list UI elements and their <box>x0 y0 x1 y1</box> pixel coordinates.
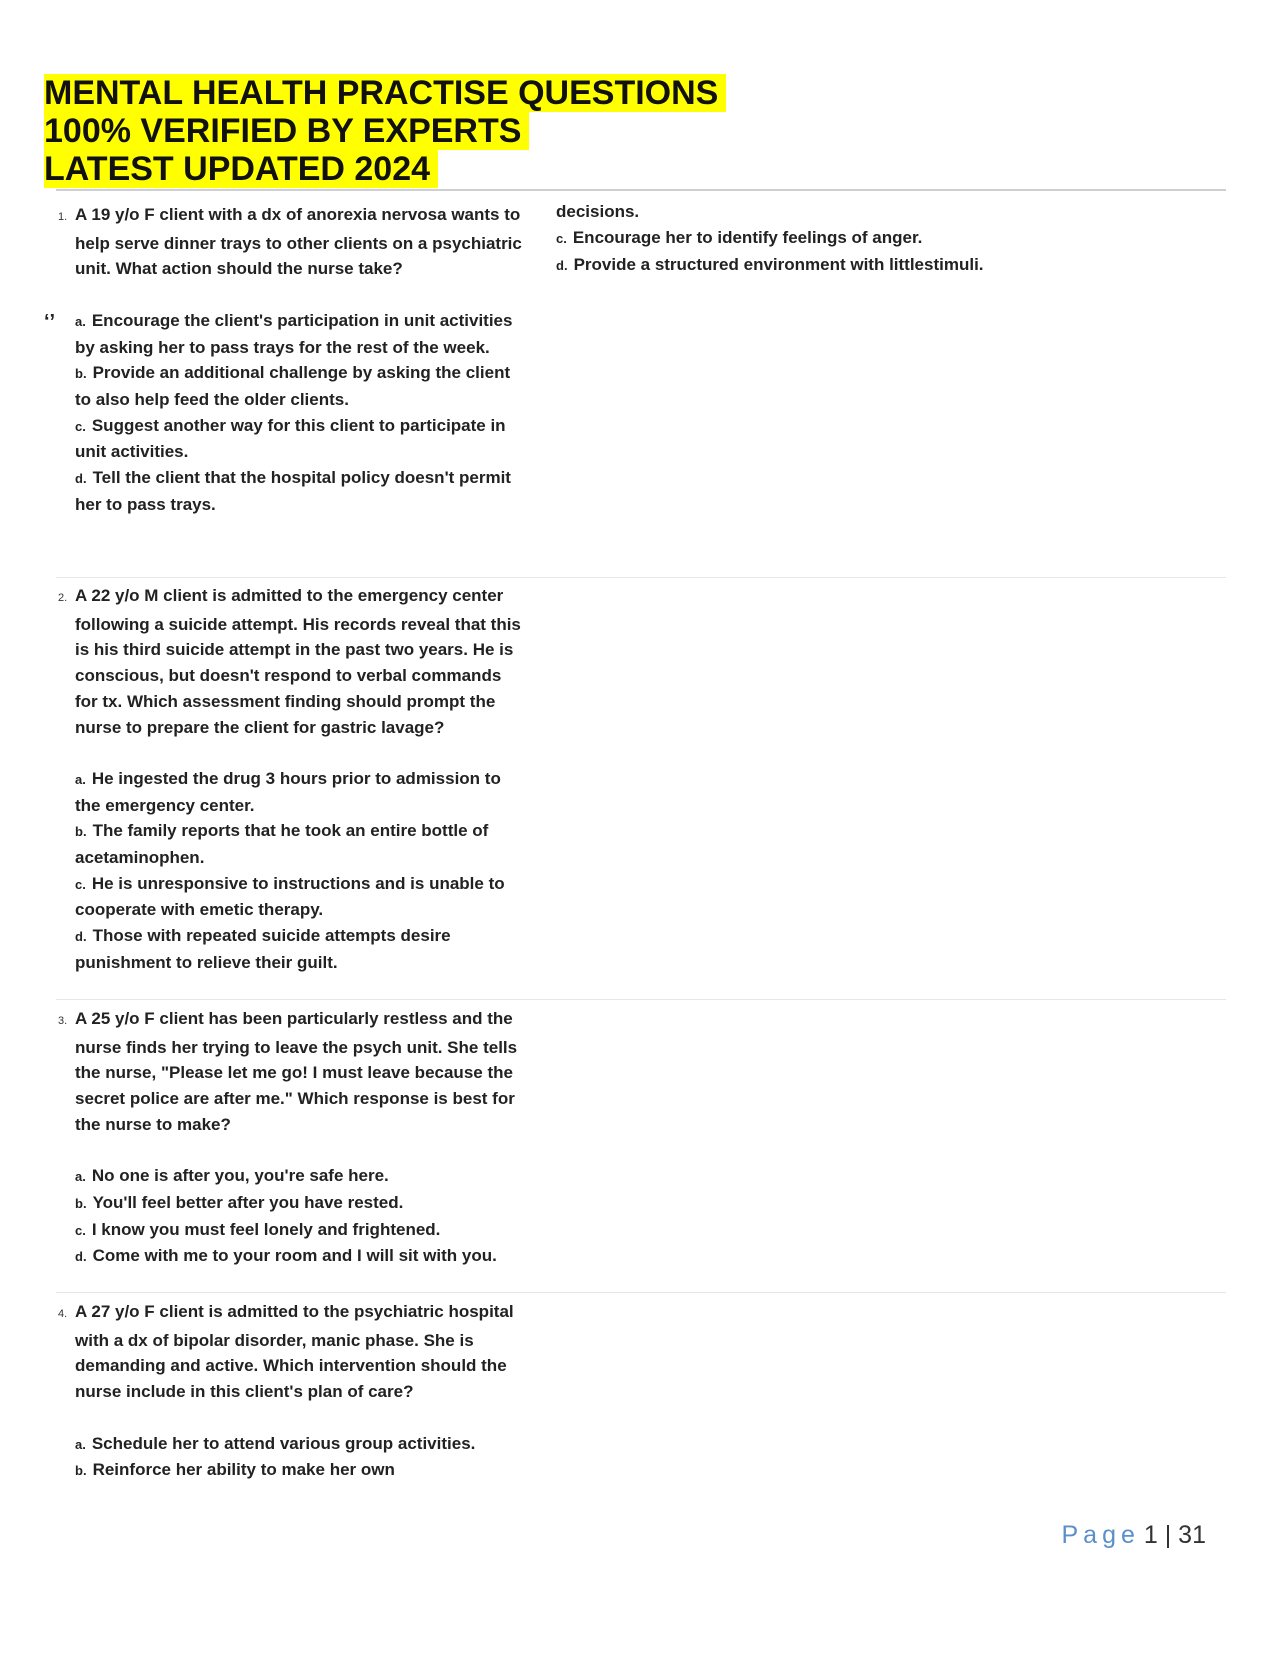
option-letter: c. <box>556 231 567 246</box>
option-text: He is unresponsive to instructions and is unable to cooperate with emetic therapy. <box>75 873 505 920</box>
answer-option-c <box>58 1217 523 1244</box>
question-stem <box>58 202 523 282</box>
question-number: 3. <box>58 1015 68 1027</box>
question-2 <box>58 583 523 976</box>
question-divider <box>56 1292 1226 1293</box>
answer-option-c <box>556 225 1196 252</box>
answer-option-a <box>58 766 523 818</box>
option-letter: d. <box>75 929 87 945</box>
answer-option-c <box>58 413 523 465</box>
option-letter: a. <box>75 1169 86 1185</box>
question-divider <box>56 999 1226 1000</box>
question-number: 1. <box>58 211 68 223</box>
answer-option-a <box>58 1431 523 1458</box>
option-text: Encourage her to identify feelings of anger. <box>572 228 923 247</box>
option-letter: b. <box>75 1463 87 1479</box>
title-line-2: 100% VERIFIED BY EXPERTS <box>44 112 529 150</box>
question-text: A 22 y/o M client is admitted to the emergency center following a suicide attempt. His records reveal that this is his third suicide attempt in the past two years. He is conscious, but doesn't respond to verbal commands for tx. Which assessment finding should prompt the nurse to prepare the client for gastric lavage? <box>75 586 521 737</box>
option-text: Tell the client that the hospital policy doesn't permit her to pass trays. <box>75 468 511 514</box>
question-3 <box>58 1006 523 1270</box>
column-2-continuation <box>556 199 1196 279</box>
document-title <box>44 74 726 188</box>
option-letter: b. <box>75 1195 87 1211</box>
option-text: Come with me to your room and I will sit with you. <box>92 1246 497 1266</box>
answer-option-b <box>58 818 523 870</box>
answer-option-d <box>556 252 1196 279</box>
option-letter: a. <box>75 1436 86 1452</box>
answer-option-c <box>58 871 523 923</box>
question-number: 4. <box>58 1308 68 1320</box>
option-text: Reinforce her ability to make her own <box>92 1460 395 1480</box>
option-letter: c. <box>75 418 86 434</box>
answer-option-a <box>58 1163 523 1190</box>
answer-option-b <box>58 1190 523 1217</box>
option-text: Those with repeated suicide attempts desire punishment to relieve their guilt. <box>75 926 451 972</box>
option-letter: d. <box>556 258 568 273</box>
option-text: Schedule her to attend various group activities. <box>91 1433 476 1453</box>
answer-option-b <box>58 1457 523 1484</box>
question-number: 2. <box>58 592 68 604</box>
option-letter: b. <box>75 366 87 382</box>
page-number: 1 | 31 <box>1143 1521 1206 1549</box>
question-text: A 27 y/o F client is admitted to the psychiatric hospital with a dx of bipolar disorder, manic phase. She is demanding and active. Which intervention should the nurse include in this client's plan of care? <box>75 1302 514 1402</box>
page-footer <box>1062 1521 1207 1550</box>
answer-option-a <box>58 308 523 360</box>
option-text: Provide a structured environment with littlestimuli. <box>573 255 984 274</box>
header-rule <box>56 189 1226 191</box>
question-text: A 25 y/o F client has been particularly restless and the nurse finds her trying to leave the psych unit. She tells the nurse, "Please let me go! I must leave because the secret police are after me." Which response is best for the nurse to make? <box>75 1009 518 1134</box>
answer-option-d <box>58 465 523 517</box>
option-text: Provide an additional challenge by asking the client to also help feed the older clients. <box>75 363 511 409</box>
question-stem <box>58 1006 523 1138</box>
option-text: I know you must feel lonely and frightened. <box>91 1219 441 1239</box>
stray-quote-mark: ‘’ <box>44 311 56 333</box>
option-letter: c. <box>75 1222 86 1238</box>
option-letter: d. <box>75 471 87 487</box>
option-text: He ingested the drug 3 hours prior to admission to the emergency center. <box>75 768 501 815</box>
question-stem <box>58 1299 523 1405</box>
question-4 <box>58 1299 523 1484</box>
continuation-text: decisions. <box>556 202 640 221</box>
option-letter: c. <box>75 876 86 892</box>
option-text: Encourage the client's participation in unit activities by asking her to pass trays for the rest of the week. <box>75 310 513 357</box>
option-letter: d. <box>75 1249 87 1265</box>
answer-option-b <box>58 360 523 412</box>
answer-option-d <box>58 923 523 975</box>
title-line-1: MENTAL HEALTH PRACTISE QUESTIONS <box>44 74 726 112</box>
page-label: Page <box>1061 1521 1140 1549</box>
option-letter: a. <box>75 771 86 787</box>
option-letter: b. <box>75 824 87 840</box>
question-text: A 19 y/o F client with a dx of anorexia nervosa wants to help serve dinner trays to other clients on a psychiatric unit. What action should the nurse take? <box>75 205 522 279</box>
question-1 <box>58 202 523 517</box>
option-text: You'll feel better after you have rested. <box>92 1192 404 1212</box>
title-line-3: LATEST UPDATED 2024 <box>44 150 438 188</box>
option-text: Suggest another way for this client to participate in unit activities. <box>75 415 506 462</box>
option-text: No one is after you, you're safe here. <box>91 1166 389 1186</box>
question-stem <box>58 583 523 740</box>
answer-option-d <box>58 1243 523 1270</box>
option-letter: a. <box>75 313 86 329</box>
question-divider <box>56 577 1226 578</box>
option-text: The family reports that he took an entire bottle of acetaminophen. <box>75 821 489 868</box>
